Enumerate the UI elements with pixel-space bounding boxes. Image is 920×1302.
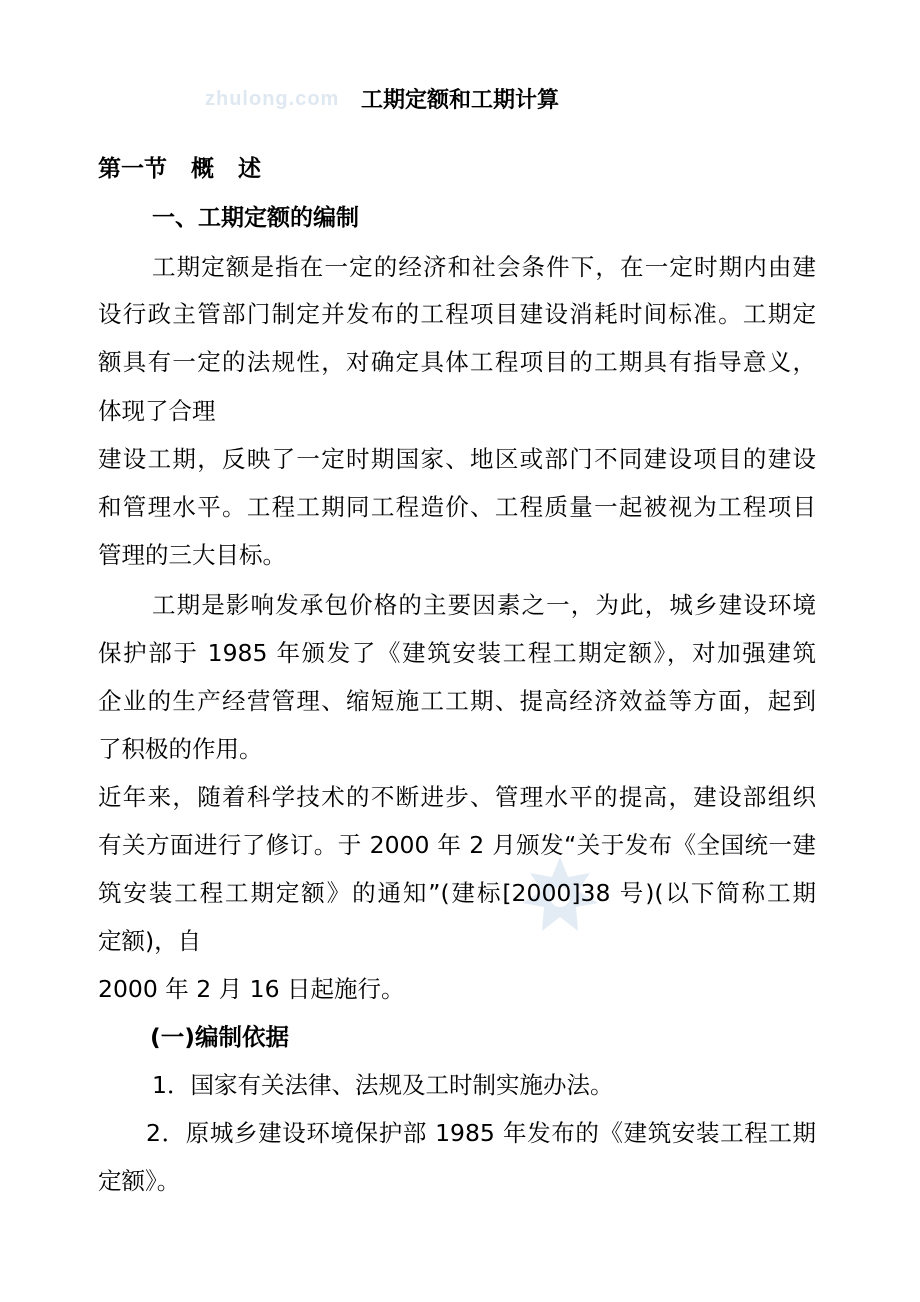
paragraph-line: 筑安装工程工期定额》的通知”(建标[2000]38 号)(以下简称工期: [98, 879, 816, 907]
paragraph-line: 定额)，自: [98, 927, 202, 955]
paragraph-line: 和管理水平。工程工期同工程造价、工程质量一起被视为工程项目: [98, 493, 816, 521]
paragraph-line: 了积极的作用。: [98, 735, 263, 763]
list-item: 2．原城乡建设环境保护部 1985 年发布的《建筑安装工程工期: [146, 1119, 816, 1147]
paragraph-line: 额具有一定的法规性，对确定具体工程项目的工期具有指导意义，: [98, 348, 816, 376]
document-title: 工期定额和工期计算: [360, 88, 559, 113]
paragraph-line: 建设工期，反映了一定时期国家、地区或部门不同建设项目的建设: [98, 445, 816, 473]
list-item: 1．国家有关法律、法规及工时制实施办法。: [152, 1071, 614, 1099]
subheading-compilation: 一、工期定额的编制: [152, 205, 359, 231]
paragraph-line: 保护部于 1985 年颁发了《建筑安装工程工期定额》，对加强建筑: [98, 639, 816, 667]
section-heading: 第一节 概 述: [98, 156, 262, 182]
paragraph-line: 企业的生产经营管理、缩短施工工期、提高经济效益等方面，起到: [98, 687, 816, 715]
paragraph-line: 有关方面进行了修订。于 2000 年 2 月颁发“关于发布《全国统一建: [98, 831, 816, 859]
paragraph-line: 体现了合理: [98, 397, 216, 425]
list-item-continuation: 定额》。: [98, 1167, 181, 1195]
paragraph-line: 2000 年 2 月 16 日起施行。: [98, 975, 405, 1003]
paragraph-line: 近年来，随着科学技术的不断进步、管理水平的提高，建设部组织: [98, 783, 816, 811]
paragraph-line: 管理的三大目标。: [98, 541, 286, 569]
paragraph-line: 工期是影响发承包价格的主要因素之一，为此，城乡建设环境: [152, 591, 816, 619]
subheading-basis: (一)编制依据: [150, 1023, 289, 1051]
watermark-text: zhulong.com: [205, 88, 340, 110]
paragraph-line: 工期定额是指在一定的经济和社会条件下，在一定时期内由建: [152, 253, 816, 281]
paragraph-line: 设行政主管部门制定并发布的工程项目建设消耗时间标准。工期定: [98, 300, 816, 328]
